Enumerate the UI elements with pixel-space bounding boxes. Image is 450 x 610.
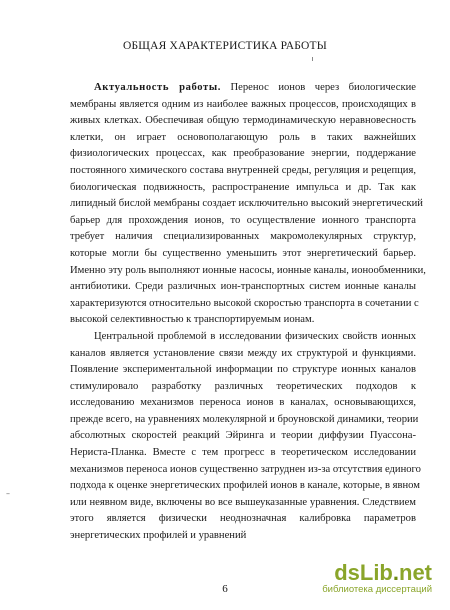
text-line: стимулировало разработку различных теоретических подходов к [70, 380, 416, 392]
watermark-tagline: библиотека диссертаций [322, 584, 432, 595]
text-line: или неявном виде, включены во все вышеуказанные уравнения. Следствием [70, 496, 416, 508]
text-line: клетки, он играет основополагающую роль в таких важнейших [70, 131, 416, 143]
text-line: биологическая подвижность, распространение импульса и др. Так как [70, 181, 416, 193]
logo-dot: . [392, 560, 399, 585]
text-line-content: Перенос ионов через биологические [230, 82, 416, 93]
text-line: исследованию механизмов переноса ионов в каналах, основывающихся, [70, 397, 416, 409]
margin-mark: – [6, 489, 10, 498]
text-line: физиологических процессах, как преобразование энергии, поддержание [70, 148, 416, 160]
text-line: барьер для прохождения ионов, то осуществление ионного транспорта [70, 214, 416, 226]
text-line: Нериста-Планка. Вместе с тем прогресс в теоретическом исследовании [70, 447, 416, 459]
text-line: механизмов переноса ионов существенно затруднен из-за отсутствия единого [70, 463, 421, 475]
text-line: Появление экспериментальной информации по структуре ионных каналов [70, 364, 416, 376]
text-line: этого является физически неоднозначная калибровка параметров [70, 513, 416, 525]
text-line: высокой селективностью к транспортируемым ионам. [70, 314, 315, 326]
text-line: характеризуются относительно высокой скоростью транспорта в сочетании с [70, 297, 419, 309]
text-line: живых клетках. Обеспечивая общую термодинамическую неравновесность [70, 115, 416, 127]
dslib-watermark[interactable] [308, 562, 432, 596]
text-line: постоянного химического состава внутренней среды, регуляция и рецепция, [70, 164, 416, 176]
body-text [70, 80, 426, 545]
page-title: ОБЩАЯ ХАРАКТЕРИСТИКА РАБОТЫ [123, 40, 327, 52]
text-line: прежде всего, на уравнениях молекулярной и броуновской динамики, теории [70, 413, 419, 425]
text-line: Именно эту роль выполняют ионные насосы, ионные каналы, ионообменники, [70, 264, 426, 276]
text-line [70, 80, 416, 97]
text-line: требует наличия специализированных макромолекулярных структур, [70, 231, 416, 243]
text-line: энергетических профилей и уравнений [70, 530, 247, 542]
dslib-logo [308, 562, 432, 584]
section-lead: Актуальность работы. [94, 82, 221, 93]
stray-mark [312, 57, 313, 61]
logo-prefix: dsLib [334, 560, 393, 585]
logo-suffix: net [399, 560, 432, 585]
page-number: 6 [222, 583, 228, 595]
text-line: подхода к оценке энергетических профилей ионов в канале, которые, в явном [70, 480, 420, 492]
text-line: антибиотики. Среди различных ион-транспортных систем ионные каналы [70, 281, 416, 293]
text-line: мембраны является одним из наиболее важных процессов, происходящих в [70, 98, 416, 110]
text-line: Центральной проблемой в исследовании физических свойств ионных [94, 330, 416, 342]
text-line: абсолютных скоростей реакций Эйринга и теории диффузии Пуассона- [70, 430, 416, 442]
text-line: которые могли бы существенно уменьшить этот энергетический барьер. [70, 247, 416, 259]
text-line: каналов является установление связи между их структурой и функциями. [70, 347, 416, 359]
text-line: липидный бислой мембраны создает исключительно высокий энергетический [70, 198, 423, 210]
